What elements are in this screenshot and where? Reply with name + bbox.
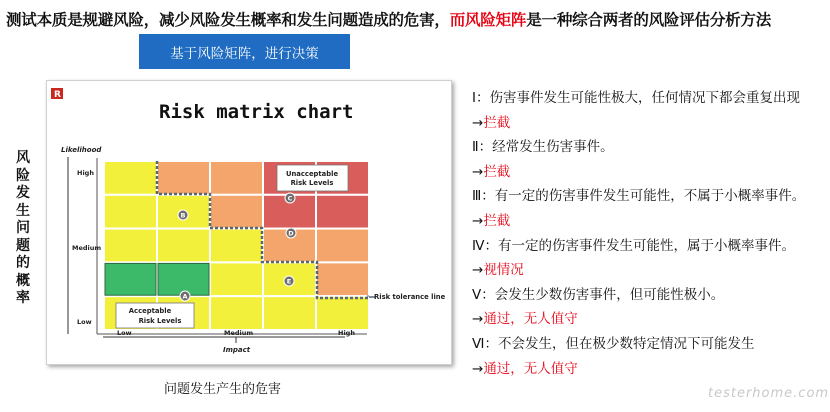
level-1-action-row xyxy=(472,111,824,136)
level-2-desc: Ⅱ：经常发生伤害事件。 xyxy=(472,139,614,156)
risk-level-list xyxy=(472,86,824,381)
marker-label: C xyxy=(287,194,293,203)
impact-caption: 问题发生产生的危害 xyxy=(164,382,282,397)
level-6-action: 通过，无人值守 xyxy=(483,360,578,377)
x-tick-medium: Medium xyxy=(224,329,254,337)
x-axis-title: Impact xyxy=(223,346,251,354)
decision-banner: 基于风险矩阵，进行决策 xyxy=(139,34,350,69)
level-5-action: 通过，无人值守 xyxy=(483,311,578,328)
level-3-desc: Ⅲ：有一定的伤害事件发生可能性，不属于小概率事件。 xyxy=(472,188,806,205)
risk-marker-c xyxy=(285,193,295,203)
arrow-icon: → xyxy=(472,311,484,328)
matrix-title: Risk matrix chart xyxy=(159,101,354,123)
matrix-cell-green xyxy=(104,262,157,296)
x-tick-low: Low xyxy=(117,329,132,337)
level-1-desc: Ⅰ：伤害事件发生可能性极大，任何情况下都会重复出现 xyxy=(472,90,800,106)
matrix-cell-yellow xyxy=(263,296,316,330)
matrix-cell-red xyxy=(316,195,369,229)
matrix-cell-yellow xyxy=(210,262,263,296)
unacceptable-line2: Risk Levels xyxy=(290,179,334,187)
y-axis-title: Likelihood xyxy=(61,146,102,154)
matrix-cell-yellow xyxy=(104,161,157,195)
headline-highlight: 而风险矩阵 xyxy=(449,11,527,29)
probability-label: 风险发生问题的概率 xyxy=(16,150,30,306)
level-4-action: 视情况 xyxy=(483,262,524,279)
level-3-action-row xyxy=(472,209,824,234)
marker-label: A xyxy=(182,292,188,301)
risk-marker-b xyxy=(178,210,188,220)
logo-icon xyxy=(51,88,63,100)
level-5-desc: Ⅴ：会发生少数伤害事件，但可能性极小。 xyxy=(472,286,725,303)
level-5-action-row xyxy=(472,307,824,332)
matrix-cell-orange xyxy=(316,229,369,263)
headline-part1: 测试本质是规避风险，减少风险发生概率和发生问题造成的危害， xyxy=(6,11,450,29)
risk-marker-e xyxy=(284,276,294,286)
arrow-icon: → xyxy=(472,212,484,229)
risk-marker-d xyxy=(286,228,296,238)
watermark: testerhome.com xyxy=(708,386,830,401)
level-3-action: 拦截 xyxy=(483,212,511,229)
matrix-cell-orange xyxy=(157,161,210,195)
level-4-desc: Ⅳ：有一定的伤害事件发生可能性，属于小概率事件。 xyxy=(472,237,795,254)
matrix-cell-yellow xyxy=(157,229,210,263)
y-tick-medium: Medium xyxy=(72,244,102,252)
level-2-action: 拦截 xyxy=(483,163,511,180)
risk-matrix-svg xyxy=(47,81,453,366)
headline-part2: 是一种综合两者的风险评估分析方法 xyxy=(526,11,772,29)
matrix-cell-yellow xyxy=(104,229,157,263)
level-2-action-row xyxy=(472,160,824,185)
y-tick-low: Low xyxy=(77,318,92,326)
matrix-cell-yellow xyxy=(316,296,369,330)
matrix-cell-yellow xyxy=(104,195,157,229)
svg-text:R: R xyxy=(54,90,61,100)
marker-label: E xyxy=(286,277,292,286)
x-tick-high: High xyxy=(338,329,355,337)
level-4-action-row xyxy=(472,258,824,283)
matrix-cell-orange xyxy=(316,262,369,296)
acceptable-line2: Risk Levels xyxy=(138,317,182,325)
arrow-icon: → xyxy=(472,360,484,377)
unacceptable-line1: Unacceptable xyxy=(285,170,339,178)
matrix-cell-yellow xyxy=(210,296,263,330)
level-6-action-row xyxy=(472,357,824,382)
y-tick-high: High xyxy=(77,169,94,177)
acceptable-box xyxy=(116,303,194,328)
matrix-cell-orange xyxy=(210,195,263,229)
level-1-action: 拦截 xyxy=(483,114,511,131)
headline xyxy=(6,8,826,30)
matrix-cell-orange xyxy=(210,161,263,195)
arrow-icon: → xyxy=(472,114,484,131)
risk-matrix-figure xyxy=(46,80,452,365)
marker-label: D xyxy=(288,229,294,238)
marker-label: B xyxy=(180,211,186,220)
level-6-desc: Ⅵ：不会发生，但在极少数特定情况下可能发生 xyxy=(472,335,755,352)
unacceptable-box xyxy=(277,165,348,191)
risk-tolerance-label: Risk tolerance line xyxy=(374,293,446,301)
matrix-cell-yellow xyxy=(210,229,263,263)
risk-marker-a xyxy=(180,291,190,301)
acceptable-line1: Acceptable xyxy=(128,307,172,315)
arrow-icon: → xyxy=(472,262,484,279)
arrow-icon: → xyxy=(472,163,484,180)
